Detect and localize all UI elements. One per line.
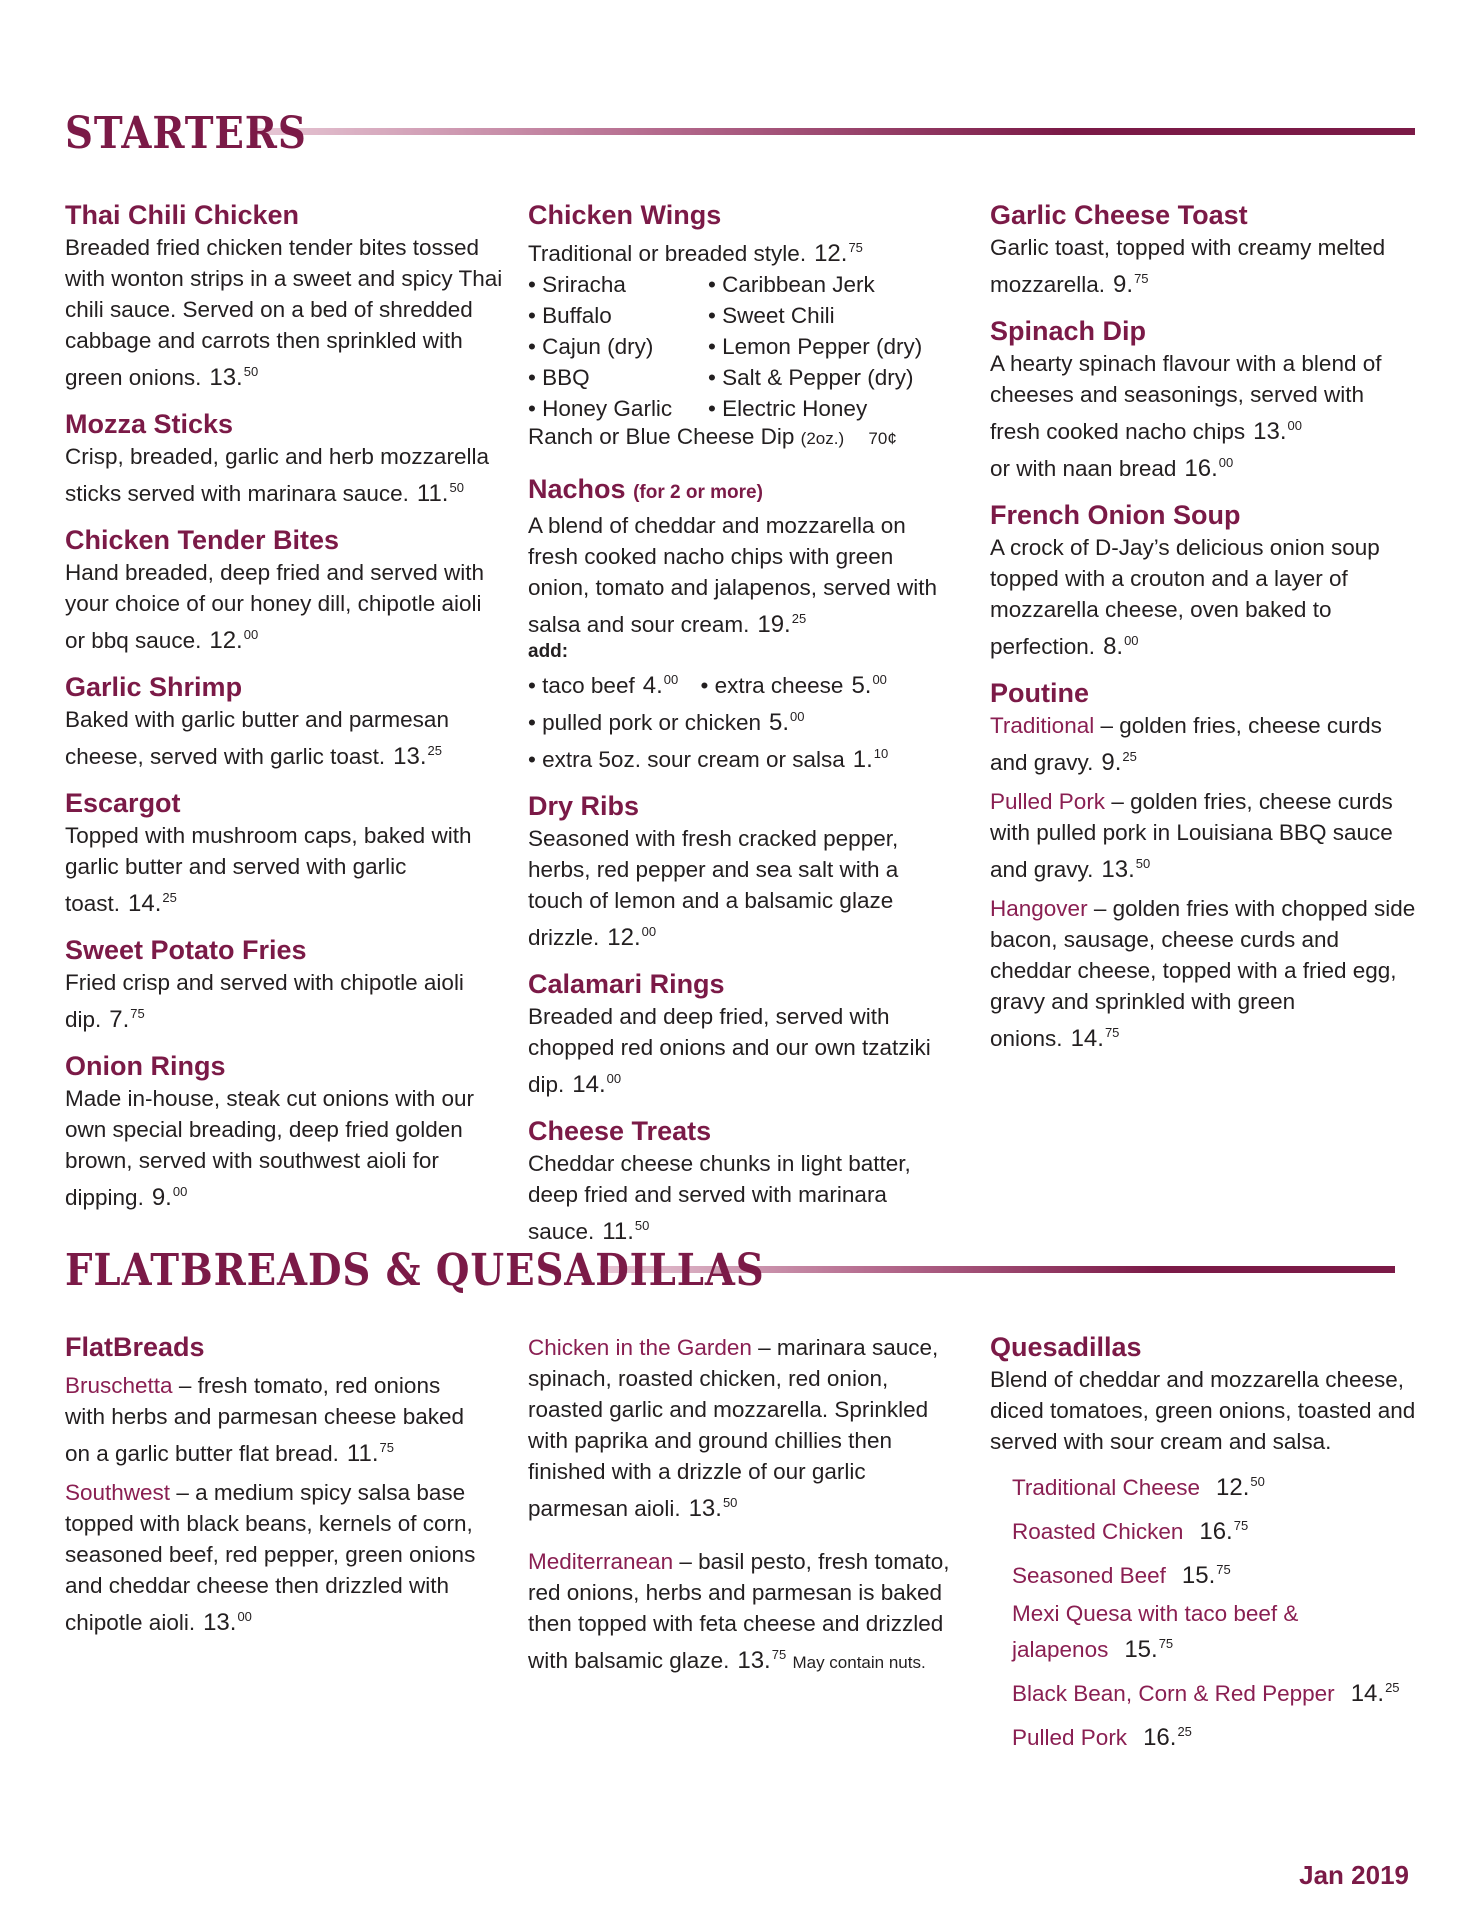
item-desc: Made in-house, steak cut onions with our own special breading, deep fried golden brown, served with southwest aioli for dipping. bbox=[65, 1086, 474, 1210]
item-price: 14.25 bbox=[128, 890, 177, 917]
section-title: FLATBREADS & QUESADILLAS bbox=[65, 1245, 765, 1296]
option-desc: – golden fries, cheese curds with pulled pork in Louisiana BBQ sauce and gravy. bbox=[990, 789, 1393, 882]
flavour: • BBQ bbox=[528, 362, 708, 393]
quesadilla-option: Roasted Chicken 16.75 bbox=[1012, 1518, 1249, 1545]
flatbreads-column-1 bbox=[65, 1330, 485, 1638]
menu-item bbox=[65, 198, 505, 393]
menu-item bbox=[65, 407, 505, 509]
starters-column-3 bbox=[990, 198, 1420, 1068]
item-desc: A hearty spinach flavour with a blend of cheeses and seasonings, served with fresh cooked nacho chips bbox=[990, 351, 1382, 444]
item-desc: Blend of cheddar and mozzarella cheese, diced tomatoes, green onions, toasted and served with sour cream and salsa. bbox=[990, 1367, 1416, 1454]
item-name: Cheese Treats bbox=[528, 1116, 712, 1146]
add-label: add: bbox=[528, 641, 569, 662]
item-name: Sweet Potato Fries bbox=[65, 935, 307, 965]
option-label: Hangover bbox=[990, 896, 1088, 921]
menu-date: Jan 2019 bbox=[1299, 1860, 1409, 1890]
menu-item bbox=[990, 198, 1420, 300]
item-desc: Baked with garlic butter and parmesan cheese, served with garlic toast. bbox=[65, 707, 449, 769]
option-label: Traditional bbox=[990, 713, 1095, 738]
item-desc: Hand breaded, deep fried and served with your choice of our honey dill, chipotle aioli or bbq sauce. bbox=[65, 560, 485, 653]
option-price: 13.00 bbox=[203, 1609, 252, 1636]
option-desc: – a medium spicy salsa base topped with black beans, kernels of corn, seasoned beef, red pepper, green onions and cheddar cheese then drizzled with chipotle aioli. bbox=[65, 1480, 476, 1635]
menu-item bbox=[65, 523, 505, 656]
quesadilla-option: Seasoned Beef 15.75 bbox=[1012, 1562, 1231, 1589]
add-row: • pulled pork or chicken 5.00 bbox=[528, 701, 958, 738]
flatbreads-column-2 bbox=[528, 1332, 958, 1678]
item-desc: Seasoned with fresh cracked pepper, herbs, red pepper and sea salt with a touch of lemon and a balsamic glaze drizzle. bbox=[528, 826, 899, 950]
wing-flavours bbox=[528, 269, 958, 424]
option-price: 13.50 bbox=[688, 1495, 738, 1522]
option-label: Chicken in the Garden bbox=[528, 1335, 752, 1360]
flavour: • Salt & Pepper (dry) bbox=[708, 362, 928, 393]
option-label: Southwest bbox=[65, 1480, 171, 1505]
item-name: Garlic Cheese Toast bbox=[990, 200, 1248, 230]
item-price: 8.00 bbox=[1103, 633, 1139, 660]
item-desc: A blend of cheddar and mozzarella on fresh cooked nacho chips with green onion, tomato and jalapenos, served with salsa and sour cream. bbox=[528, 513, 938, 637]
item-price: 19.25 bbox=[757, 611, 807, 638]
item-name: Nachos (for 2 or more) bbox=[528, 474, 763, 504]
item-alt: or with naan bread bbox=[990, 456, 1177, 481]
option-desc: – golden fries, cheese curds and gravy. bbox=[990, 713, 1382, 775]
item-desc: Breaded fried chicken tender bites tossed with wonton strips in a sweet and spicy Thai chili sauce. Served on a bed of shredded cabbage and carrots then sprinkled with green onions. bbox=[65, 235, 503, 390]
menu-item-poutine bbox=[990, 676, 1420, 1054]
item-price: 14.00 bbox=[572, 1071, 622, 1098]
flavour: • Sriracha bbox=[528, 269, 708, 300]
option-desc: – marinara sauce, spinach, roasted chicken, red onion, roasted garlic and mozzarella. Sprinkled with paprika and ground chillies then finished with a drizzle of our garlic parmesan aioli. bbox=[528, 1335, 939, 1521]
subsection-heading: FlatBreads bbox=[65, 1332, 205, 1362]
quesadilla-option: Traditional Cheese 12.50 bbox=[1012, 1474, 1265, 1501]
item-desc: Garlic toast, topped with creamy melted mozzarella. bbox=[990, 235, 1386, 297]
menu-item bbox=[528, 967, 958, 1100]
quesadilla-option: Mexi Quesa with taco beef & jalapenos 15.75 bbox=[1012, 1601, 1299, 1663]
flavour: • Cajun (dry) bbox=[528, 331, 708, 362]
menu-item bbox=[528, 789, 958, 953]
starters-column-1 bbox=[65, 198, 505, 1227]
flavour: • Sweet Chili bbox=[708, 300, 928, 331]
item-name: Escargot bbox=[65, 788, 181, 818]
item-price: 9.75 bbox=[1113, 271, 1149, 298]
option-price: 11.75 bbox=[346, 1440, 394, 1467]
menu-item-nachos bbox=[528, 472, 958, 775]
option-price: 9.25 bbox=[1101, 749, 1137, 776]
item-name: Mozza Sticks bbox=[65, 409, 234, 439]
option-label: Bruschetta bbox=[65, 1373, 173, 1398]
starters-rule bbox=[250, 128, 1415, 135]
starters-column-2 bbox=[528, 198, 958, 1261]
quesadillas-column bbox=[990, 1330, 1420, 1761]
quesadilla-options bbox=[1012, 1467, 1420, 1753]
item-desc: Crisp, breaded, garlic and herb mozzarella sticks served with marinara sauce. bbox=[65, 444, 489, 506]
item-price: 7.75 bbox=[109, 1006, 145, 1033]
option-desc: – golden fries with chopped side bacon, sausage, cheese curds and cheddar cheese, topped with a fried egg, gravy and sprinkled with green onions. bbox=[990, 896, 1416, 1051]
item-price: 12.75 bbox=[814, 240, 863, 267]
menu-item bbox=[990, 314, 1420, 484]
item-price: 9.00 bbox=[151, 1184, 188, 1211]
section-title: STARTERS bbox=[65, 108, 307, 159]
item-name: Chicken Tender Bites bbox=[65, 525, 340, 555]
menu-item bbox=[528, 1114, 958, 1247]
item-name: Chicken Wings bbox=[528, 200, 722, 230]
item-desc: Breaded and deep fried, served with chopped red onions and our own tzatziki dip. bbox=[528, 1004, 931, 1097]
starters-header bbox=[65, 108, 340, 159]
option-label: Pulled Pork bbox=[990, 789, 1106, 814]
item-desc: Traditional or breaded style. bbox=[528, 241, 807, 266]
menu-item bbox=[65, 933, 505, 1035]
item-name: Onion Rings bbox=[65, 1051, 226, 1081]
item-name: Spinach Dip bbox=[990, 316, 1147, 346]
option-desc: – fresh tomato, red onions with herbs and parmesan cheese baked on a garlic butter flat bread. bbox=[65, 1373, 465, 1466]
item-price: 13.00 bbox=[1253, 418, 1303, 445]
nut-note: May contain nuts. bbox=[792, 1653, 926, 1672]
item-price: 11.50 bbox=[602, 1218, 650, 1245]
item-desc: Topped with mushroom caps, baked with garlic butter and served with garlic toast. bbox=[65, 823, 472, 916]
item-price: 12.00 bbox=[607, 924, 657, 951]
item-name: Quesadillas bbox=[990, 1332, 1142, 1362]
option-price: 13.50 bbox=[1101, 856, 1151, 883]
menu-item bbox=[65, 786, 505, 919]
flavour: • Lemon Pepper (dry) bbox=[708, 331, 928, 362]
item-name: Calamari Rings bbox=[528, 969, 725, 999]
flavour: • Caribbean Jerk bbox=[708, 269, 928, 300]
quesadilla-option: Black Bean, Corn & Red Pepper 14.25 bbox=[1012, 1680, 1400, 1707]
item-name: French Onion Soup bbox=[990, 500, 1241, 530]
item-price: 13.50 bbox=[209, 364, 259, 391]
item-name: Dry Ribs bbox=[528, 791, 640, 821]
flavour: • Honey Garlic bbox=[528, 393, 708, 424]
add-row: • taco beef 4.00 • extra cheese 5.00 bbox=[528, 664, 958, 701]
item-desc: A crock of D-Jay’s delicious onion soup topped with a crouton and a layer of mozzarella cheese, oven baked to perfection. bbox=[990, 535, 1380, 659]
option-price: 13.75 bbox=[737, 1647, 787, 1674]
menu-item-wings bbox=[528, 198, 958, 452]
item-desc: Fried crisp and served with chipotle aioli dip. bbox=[65, 970, 464, 1032]
item-price: 13.25 bbox=[393, 743, 442, 770]
item-name: Garlic Shrimp bbox=[65, 672, 243, 702]
menu-item bbox=[65, 670, 505, 772]
quesadilla-option: Pulled Pork 16.25 bbox=[1012, 1724, 1192, 1751]
item-name: Thai Chili Chicken bbox=[65, 200, 300, 230]
option-label: Mediterranean bbox=[528, 1549, 674, 1574]
item-alt-price: 16.00 bbox=[1184, 455, 1234, 482]
dip-line: Ranch or Blue Cheese Dip (2oz.) 70¢ bbox=[528, 424, 897, 449]
item-price: 11.50 bbox=[416, 480, 464, 507]
item-name: Poutine bbox=[990, 678, 1089, 708]
add-row: • extra 5oz. sour cream or salsa 1.10 bbox=[528, 738, 958, 775]
item-desc: Cheddar cheese chunks in light batter, deep fried and served with marinara sauce. bbox=[528, 1151, 911, 1244]
option-desc: – basil pesto, fresh tomato, red onions, herbs and parmesan is baked then topped with feta cheese and drizzled with balsamic glaze. bbox=[528, 1549, 950, 1673]
menu-item bbox=[65, 1049, 505, 1213]
menu-item bbox=[990, 498, 1420, 662]
option-price: 14.75 bbox=[1070, 1025, 1120, 1052]
flavour: • Buffalo bbox=[528, 300, 708, 331]
item-price: 12.00 bbox=[209, 627, 259, 654]
flavour: • Electric Honey bbox=[708, 393, 928, 424]
flatbreads-header bbox=[65, 1245, 860, 1296]
